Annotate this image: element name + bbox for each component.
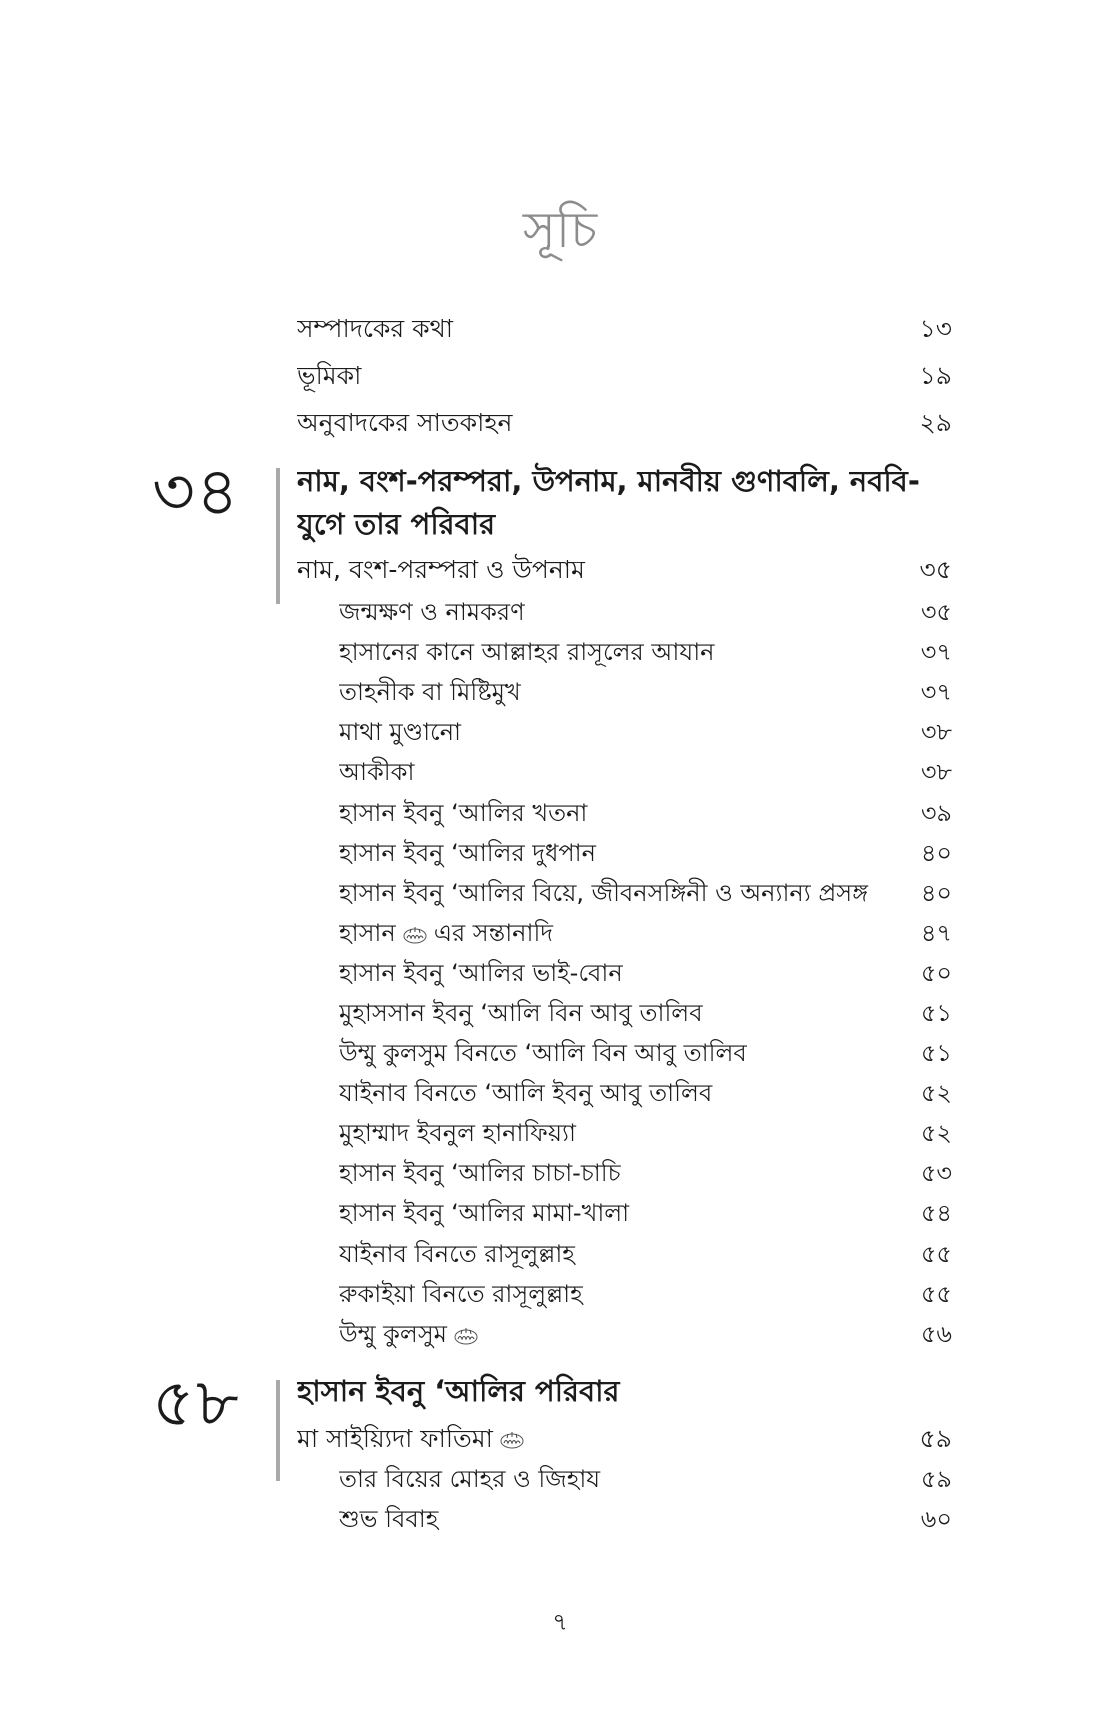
section-entry-page: ৩৫	[919, 554, 952, 584]
list-item	[339, 1155, 952, 1195]
page-number: ৭	[552, 1608, 568, 1636]
list-item-label: হাসান ইবনু ‘আলির বিয়ে, জীবনসঙ্গিনী ও অন্যান্য প্রসঙ্গ	[339, 878, 868, 907]
list-item-label: আকীকা	[339, 758, 415, 787]
list-item	[339, 634, 952, 674]
section-entry	[297, 551, 952, 591]
list-item	[339, 754, 952, 794]
chapter-items-list	[339, 1461, 952, 1541]
list-item-label-group	[339, 1316, 905, 1356]
chapter-title	[297, 1370, 952, 1413]
toc-entry-label: সম্পাদকের কথা	[297, 314, 454, 343]
list-item-label-suffix: এর সন্তানাদি	[433, 918, 553, 947]
list-item	[339, 1236, 952, 1276]
list-item-page: ৫২	[920, 1119, 952, 1148]
list-item-label: হাসানের কানে আল্লাহর রাসূলের আযান	[339, 638, 715, 667]
list-item	[339, 1195, 952, 1235]
toc-entry-label: অনুবাদকের সাতকাহন	[297, 408, 513, 437]
list-item-label: উম্মু কুলসুম	[339, 1319, 447, 1348]
list-item-label: শুভ বিবাহ	[339, 1505, 439, 1534]
list-item-label: তার বিয়ের মোহর ও জিহায	[339, 1465, 601, 1494]
toc-entry-page: ১৩	[919, 314, 952, 343]
list-item-page: ৩৮	[920, 758, 952, 787]
list-item-page: ৫৯	[920, 1465, 952, 1494]
list-item-page: ৫২	[920, 1079, 952, 1108]
honorific-calligraphy-icon	[402, 925, 428, 945]
list-item-page: ৫৫	[920, 1279, 952, 1308]
toc-entry	[297, 401, 952, 448]
list-item-page: ৪৭	[920, 918, 952, 947]
front-matter-list	[297, 307, 952, 448]
toc-entry-page: ১৯	[919, 361, 952, 390]
list-item-page: ৫৬	[920, 1319, 952, 1348]
list-item	[339, 1075, 952, 1115]
chapter-title-line: নাম, বংশ-পরম্পরা, উপনাম, মানবীয় গুণাবলি, নববি-	[297, 464, 920, 498]
list-item-page: ৫৪	[920, 1199, 952, 1228]
list-item-page: ৬০	[920, 1505, 952, 1534]
list-item-page: ৩৫	[920, 598, 952, 627]
page-title: সূচি	[522, 201, 598, 259]
list-item-page: ৫৫	[920, 1239, 952, 1268]
chapter-divider-bar	[276, 468, 280, 604]
section-entry-label-group	[297, 1419, 904, 1462]
list-item-label: হাসান ইবনু ‘আলির দুধপান	[339, 838, 596, 867]
honorific-calligraphy-icon	[499, 1430, 525, 1450]
list-item-page: ৫১	[920, 998, 952, 1027]
list-item	[339, 1316, 952, 1356]
chapter-start-page: ৩৪	[152, 453, 240, 530]
honorific-calligraphy-icon	[453, 1326, 479, 1346]
section-entry	[297, 1420, 952, 1460]
toc-entry	[297, 307, 952, 354]
list-item-label: জন্মক্ষণ ও নামকরণ	[339, 598, 525, 627]
chapter-section	[297, 1420, 952, 1460]
section-entry-page: ৫৯	[919, 1423, 952, 1453]
list-item-label: হাসান ইবনু ‘আলির ভাই-বোন	[339, 958, 623, 987]
list-item-page: ৫০	[920, 958, 952, 987]
list-item-page: ৪০	[920, 838, 952, 867]
toc-entry	[297, 354, 952, 401]
chapter-title	[297, 460, 952, 546]
chapter-divider-bar	[276, 1380, 280, 1481]
list-item-page: ৫১	[920, 1039, 952, 1068]
list-item-page: ৩৯	[920, 798, 952, 827]
list-item	[339, 1461, 952, 1501]
list-item	[339, 594, 952, 634]
section-entry-label: মা সাইয়্যিদা ফাতিমা	[297, 1423, 493, 1453]
list-item-page: ৩৮	[920, 718, 952, 747]
section-entry-label: নাম, বংশ-পরম্পরা ও উপনাম	[297, 554, 585, 584]
list-item	[339, 915, 952, 955]
list-item-label: মাথা মুণ্ডানো	[339, 718, 461, 747]
toc-entry-label: ভূমিকা	[297, 361, 362, 390]
list-item-page: ৩৭	[920, 678, 952, 707]
list-item-label: যাইনাব বিনতে রাসূলুল্লাহ	[339, 1239, 575, 1268]
chapter-items-list	[339, 594, 952, 1356]
list-item	[339, 1501, 952, 1541]
list-item	[339, 794, 952, 834]
chapter-title-line: হাসান ইবনু ‘আলির পরিবার	[297, 1374, 620, 1408]
list-item-label: হাসান ইবনু ‘আলির খতনা	[339, 798, 588, 827]
list-item-label: উম্মু কুলসুম বিনতে ‘আলি বিন আবু তালিব	[339, 1039, 747, 1068]
list-item	[339, 1276, 952, 1316]
list-item-label: হাসান	[339, 918, 396, 947]
list-item	[339, 674, 952, 714]
list-item-label: মুহাসসান ইবনু ‘আলি বিন আবু তালিব	[339, 998, 703, 1027]
list-item	[339, 1035, 952, 1075]
list-item-page: ৫৩	[920, 1159, 952, 1188]
list-item-label: মুহাম্মাদ ইবনুল হানাফিয়্যা	[339, 1119, 576, 1148]
list-item-page: ৪০	[920, 878, 952, 907]
list-item-page: ৩৭	[920, 638, 952, 667]
list-item-label: হাসান ইবনু ‘আলির চাচা-চাচি	[339, 1159, 621, 1188]
list-item	[339, 875, 952, 915]
list-item-label: হাসান ইবনু ‘আলির মামা-খালা	[339, 1199, 630, 1228]
list-item	[339, 995, 952, 1035]
toc-entry-page: ২৯	[919, 408, 952, 437]
list-item-label: যাইনাব বিনতে ‘আলি ইবনু আবু তালিব	[339, 1079, 713, 1108]
list-item	[339, 835, 952, 875]
chapter-start-page: ৫৮	[152, 1364, 240, 1441]
list-item	[339, 955, 952, 995]
list-item	[339, 1115, 952, 1155]
chapter-section	[297, 551, 952, 591]
list-item	[339, 714, 952, 754]
list-item-label-group	[339, 915, 905, 955]
chapter-title-line: যুগে তার পরিবার	[297, 507, 496, 541]
list-item-label: রুকাইয়া বিনতে রাসূলুল্লাহ	[339, 1279, 583, 1308]
list-item-label: তাহনীক বা মিষ্টিমুখ	[339, 678, 521, 707]
